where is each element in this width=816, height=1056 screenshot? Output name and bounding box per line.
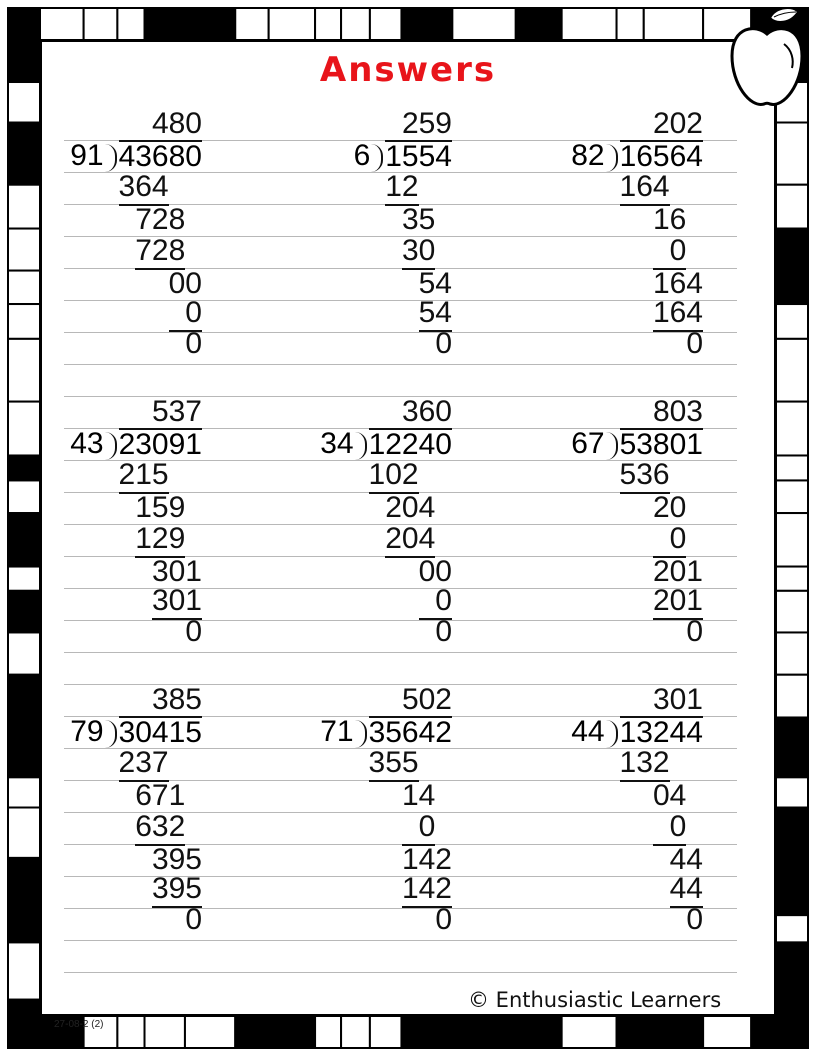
page-title: Answers: [319, 50, 497, 90]
border-stripe: [776, 229, 808, 271]
division-bracket: [606, 144, 618, 172]
divisor: 34: [320, 427, 354, 460]
border-stripe: [776, 480, 808, 513]
border-stripe: [117, 1016, 144, 1048]
divisor-dividend: [320, 428, 452, 460]
border-stripe: [117, 8, 144, 40]
border-stripe: [8, 8, 40, 40]
subtracted-product: 12: [385, 172, 418, 206]
division-bracket: [371, 144, 383, 172]
dividend: 30415: [118, 716, 202, 749]
quotient: 360: [401, 395, 452, 428]
quotient: 537: [151, 395, 202, 428]
border-stripe: [776, 808, 808, 858]
border-stripe: [452, 8, 515, 40]
division-problem: [232, 108, 452, 364]
remainder: 0: [686, 615, 703, 648]
partial-dividend: 00: [168, 267, 202, 300]
subtracted-product: 301: [152, 586, 202, 620]
copyright-footer: © Enthusiastic Learners: [468, 988, 722, 1012]
subtracted-product: 0: [653, 524, 686, 558]
subtracted-product: 364: [119, 172, 169, 206]
subtracted-product: 129: [135, 524, 185, 558]
border-stripe: [776, 339, 808, 402]
border-stripe: [776, 777, 808, 807]
subtracted-product: 355: [369, 748, 419, 782]
subtracted-product: 204: [385, 524, 435, 558]
border-stripe: [776, 402, 808, 456]
division-problem: [483, 396, 703, 652]
dividend: 43680: [118, 140, 202, 173]
quotient: 480: [151, 107, 202, 140]
remainder: 0: [185, 903, 202, 936]
subtracted-product: 0: [653, 236, 686, 270]
dividend: 35642: [368, 716, 452, 749]
border-stripe: [370, 1016, 402, 1048]
divisor: 67: [571, 427, 605, 460]
remainder: 0: [185, 615, 202, 648]
border-stripe: [401, 1016, 452, 1048]
partial-dividend: 142: [401, 843, 452, 876]
subtracted-product: 536: [620, 460, 670, 494]
border-stripe: [315, 8, 341, 40]
border-stripe: [401, 8, 452, 40]
divisor: 43: [70, 427, 104, 460]
subtracted-product: 132: [620, 748, 670, 782]
subtracted-product: 54: [419, 298, 452, 332]
subtracted-product: 395: [152, 874, 202, 908]
subtracted-product: 164: [620, 172, 670, 206]
border-stripe: [644, 1016, 703, 1048]
divisor: 91: [70, 139, 104, 172]
border-stripe: [776, 185, 808, 229]
division-bracket: [606, 432, 618, 460]
division-bracket: [355, 720, 367, 748]
division-problem: [0, 108, 202, 364]
partial-dividend: 728: [135, 203, 186, 236]
subtracted-product: 0: [419, 586, 452, 620]
border-stripe: [776, 675, 808, 718]
border-stripe: [776, 567, 808, 591]
border-stripe: [562, 1016, 617, 1048]
partial-dividend: 20: [652, 491, 687, 524]
border-stripe: [185, 1016, 235, 1048]
partial-dividend: 164: [652, 267, 703, 300]
subtracted-product: 142: [402, 874, 452, 908]
border-stripe: [516, 1016, 562, 1048]
quotient: 259: [401, 107, 452, 140]
divisor-dividend: [320, 716, 452, 748]
border-stripe: [269, 1016, 315, 1048]
guide-line: [64, 940, 737, 941]
quotient: 803: [652, 395, 703, 428]
divisor-dividend: [70, 716, 202, 748]
remainder: 0: [435, 615, 452, 648]
subtracted-product: 237: [119, 748, 169, 782]
border-stripe: [40, 8, 84, 40]
guide-line: [64, 652, 737, 653]
remainder: 0: [435, 903, 452, 936]
subtracted-product: 215: [119, 460, 169, 494]
border-stripe: [776, 123, 808, 185]
subtracted-product: 44: [670, 874, 703, 908]
division-problem: [0, 396, 202, 652]
document-code: 27-08-2 (2): [54, 1019, 104, 1030]
division-problem: [483, 684, 703, 940]
partial-dividend: 14: [401, 779, 436, 812]
dividend: 13244: [619, 716, 703, 749]
division-bracket: [105, 720, 117, 748]
border-stripe: [776, 304, 808, 339]
divisor: 6: [353, 139, 371, 172]
quotient: 301: [652, 683, 703, 716]
partial-dividend: 204: [385, 491, 436, 524]
border-stripe: [370, 8, 402, 40]
border-stripe: [452, 1016, 515, 1048]
divisor-dividend: [571, 716, 703, 748]
border-stripe: [776, 1016, 808, 1048]
division-bracket: [355, 432, 367, 460]
subtracted-product: 0: [402, 812, 435, 846]
border-stripe: [776, 717, 808, 777]
partial-dividend: 00: [418, 555, 452, 588]
partial-dividend: 54: [418, 267, 452, 300]
subtracted-product: 728: [135, 236, 185, 270]
border-stripe: [776, 858, 808, 915]
subtracted-product: 201: [653, 586, 703, 620]
dividend: 23091: [118, 428, 202, 461]
subtracted-product: 632: [135, 812, 185, 846]
border-stripe: [776, 591, 808, 633]
partial-dividend: 159: [135, 491, 186, 524]
partial-dividend: 44: [669, 843, 703, 876]
guide-line: [64, 972, 737, 973]
border-stripe: [617, 8, 644, 40]
border-stripe: [8, 1000, 40, 1016]
border-stripe: [341, 8, 370, 40]
partial-dividend: 16: [652, 203, 687, 236]
division-bracket: [105, 432, 117, 460]
divisor-dividend: [70, 428, 202, 460]
border-stripe: [776, 942, 808, 999]
subtracted-product: 164: [653, 298, 703, 332]
border-stripe: [84, 8, 118, 40]
subtracted-product: 102: [369, 460, 419, 494]
partial-dividend: 395: [151, 843, 202, 876]
border-stripe: [751, 1016, 776, 1048]
division-problem: [0, 684, 202, 940]
quotient: 502: [401, 683, 452, 716]
partial-dividend: 35: [401, 203, 436, 236]
border-stripe: [315, 1016, 341, 1048]
border-stripe: [8, 1016, 40, 1048]
quotient: 202: [652, 107, 703, 140]
divisor-dividend: [354, 140, 452, 172]
border-stripe: [644, 8, 703, 40]
remainder: 0: [185, 327, 202, 360]
border-stripe: [776, 271, 808, 304]
quotient: 385: [151, 683, 202, 716]
border-stripe: [8, 942, 40, 999]
border-stripe: [776, 915, 808, 942]
divisor-dividend: [70, 140, 202, 172]
dividend: 12240: [368, 428, 452, 461]
border-stripe: [235, 8, 268, 40]
divisor-dividend: [571, 140, 703, 172]
subtracted-product: 0: [169, 298, 202, 332]
dividend: 53801: [619, 428, 703, 461]
border-stripe: [269, 8, 315, 40]
division-problem: [232, 396, 452, 652]
border-stripe: [516, 8, 562, 40]
division-bracket: [606, 720, 618, 748]
divisor: 79: [70, 715, 104, 748]
remainder: 0: [686, 327, 703, 360]
division-problem: [483, 108, 703, 364]
partial-dividend: 201: [652, 555, 703, 588]
border-stripe: [145, 1016, 185, 1048]
border-stripe: [185, 8, 235, 40]
divisor: 44: [571, 715, 605, 748]
partial-dividend: 671: [135, 779, 186, 812]
division-bracket: [105, 144, 117, 172]
border-stripe: [776, 1000, 808, 1016]
partial-dividend: 04: [652, 779, 687, 812]
partial-dividend: 301: [151, 555, 202, 588]
border-stripe: [145, 8, 185, 40]
border-stripe: [341, 1016, 370, 1048]
divisor: 82: [571, 139, 605, 172]
dividend: 16564: [619, 140, 703, 173]
border-stripe: [617, 1016, 644, 1048]
border-stripe: [776, 513, 808, 566]
remainder: 0: [435, 327, 452, 360]
border-stripe: [776, 455, 808, 480]
subtracted-product: 0: [653, 812, 686, 846]
division-problem: [232, 684, 452, 940]
border-stripe: [703, 1016, 751, 1048]
border-stripe: [235, 1016, 268, 1048]
subtracted-product: 30: [402, 236, 435, 270]
guide-line: [64, 364, 737, 365]
divisor-dividend: [571, 428, 703, 460]
dividend: 1554: [385, 140, 452, 173]
border-stripe: [562, 8, 617, 40]
divisor: 71: [320, 715, 354, 748]
remainder: 0: [686, 903, 703, 936]
border-stripe: [776, 632, 808, 674]
